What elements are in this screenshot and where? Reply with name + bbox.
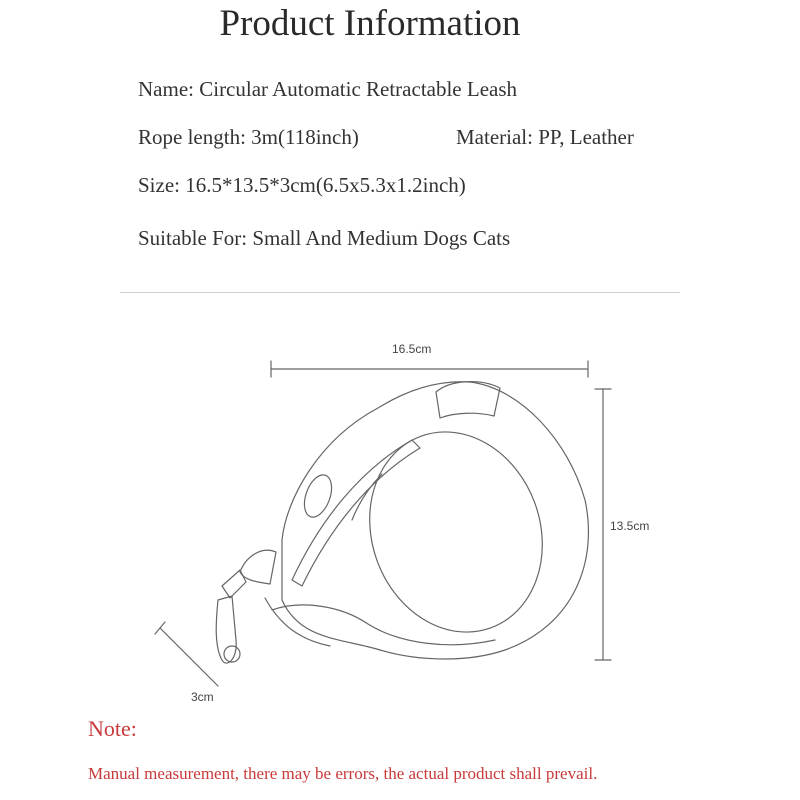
width-dimension-label: 16.5cm: [392, 342, 432, 356]
grip-curve: [272, 605, 495, 645]
spec-suitable-for: Suitable For: Small And Medium Dogs Cats: [138, 226, 511, 250]
height-dimension-label: 13.5cm: [610, 519, 650, 533]
spec-material: Material: PP, Leather: [456, 125, 634, 149]
depth-dimension-line: [155, 622, 218, 686]
note-heading: Note:: [88, 716, 137, 741]
page-title: Product Information: [219, 3, 521, 44]
width-dimension-line: [271, 361, 588, 377]
leash-body-outline: [282, 382, 588, 659]
note-text: Manual measurement, there may be errors, the actual product shall prevail.: [88, 764, 598, 783]
spec-name: Name: Circular Automatic Retractable Leash: [138, 77, 518, 101]
clip-strap: [222, 570, 246, 598]
spec-rope-length: Rope length: 3m(118inch): [138, 125, 359, 149]
inner-ring: [342, 407, 570, 656]
groove-line: [292, 440, 420, 586]
height-dimension-line: [595, 389, 611, 660]
clip-hook: [216, 596, 236, 663]
clip-holder: [240, 550, 276, 584]
depth-dimension-label: 3cm: [191, 690, 214, 704]
spec-size: Size: 16.5*13.5*3cm(6.5x5.3x1.2inch): [138, 173, 466, 197]
